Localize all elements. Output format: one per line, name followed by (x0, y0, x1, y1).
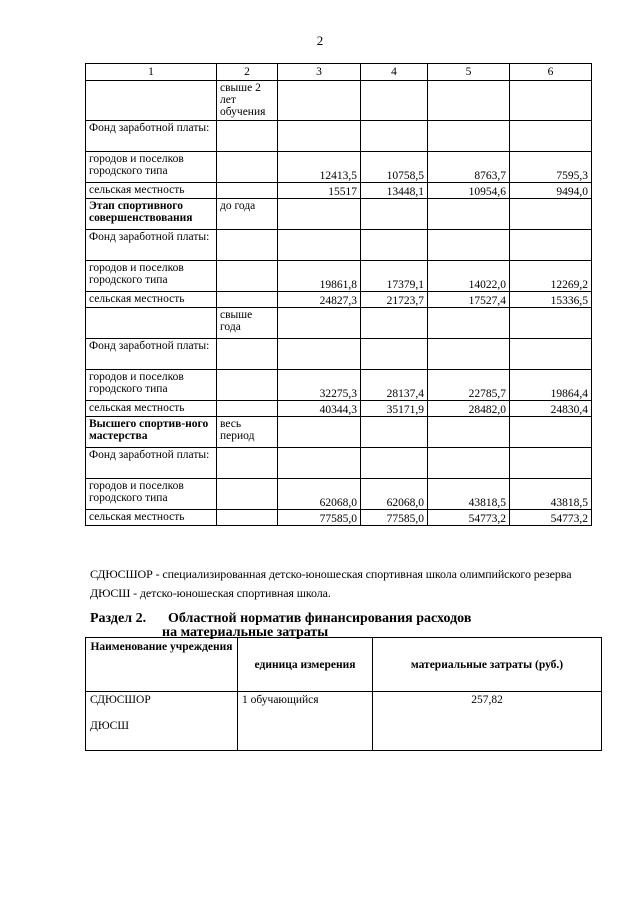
value-cell (428, 81, 510, 121)
value-cell (510, 448, 592, 479)
value-cell (361, 339, 428, 370)
value-cell (361, 417, 428, 448)
value-cell (278, 448, 361, 479)
section-2-title (90, 612, 471, 640)
value-cell: 77585,0 (361, 510, 428, 526)
value-cell: 62068,0 (278, 479, 361, 510)
cost-cell: 257,82 (373, 692, 602, 751)
header-institution: Наименование учреждения (86, 638, 238, 692)
row-label (86, 81, 217, 121)
value-cell (428, 417, 510, 448)
institution-dyush: ДЮСШ (90, 720, 129, 732)
row-label: городов и поселков городского типа (86, 152, 217, 183)
funding-table (85, 63, 592, 526)
row-label (86, 308, 217, 339)
table-row (86, 81, 592, 121)
period-cell (217, 339, 278, 370)
section-label: Раздел 2. (90, 611, 147, 626)
column-header: 3 (278, 64, 361, 81)
row-label: Фонд заработной платы: (86, 121, 217, 152)
period-cell: свыше 2 лет обучения (217, 81, 278, 121)
header-cost: материальные затраты (руб.) (373, 638, 602, 692)
table-row (86, 230, 592, 261)
table-row (86, 261, 592, 292)
value-cell: 15336,5 (510, 292, 592, 308)
value-cell: 10758,5 (361, 152, 428, 183)
value-cell: 15517 (278, 183, 361, 199)
value-cell: 28482,0 (428, 401, 510, 417)
table-row (86, 417, 592, 448)
period-cell (217, 230, 278, 261)
row-label: Фонд заработной платы: (86, 448, 217, 479)
row-label: городов и поселков городского типа (86, 370, 217, 401)
period-cell (217, 510, 278, 526)
value-cell (278, 199, 361, 230)
value-cell (428, 199, 510, 230)
table-row (86, 448, 592, 479)
value-cell: 54773,2 (510, 510, 592, 526)
value-cell (278, 121, 361, 152)
table-row (86, 308, 592, 339)
table-row (86, 370, 592, 401)
value-cell (428, 121, 510, 152)
value-cell (278, 81, 361, 121)
material-costs-table (85, 637, 602, 751)
table-row (86, 199, 592, 230)
row-label: Высшего спортив-ного мастерства (86, 417, 217, 448)
value-cell: 12413,5 (278, 152, 361, 183)
period-cell (217, 261, 278, 292)
table-header-row (86, 64, 592, 81)
value-cell (278, 417, 361, 448)
value-cell: 10954,6 (428, 183, 510, 199)
value-cell (278, 230, 361, 261)
value-cell (510, 339, 592, 370)
header-unit: единица измерения (238, 638, 373, 692)
row-label: городов и поселков городского типа (86, 261, 217, 292)
page-number: 2 (316, 33, 324, 48)
table-row (86, 292, 592, 308)
period-cell (217, 370, 278, 401)
column-header: 1 (86, 64, 217, 81)
value-cell: 43818,5 (428, 479, 510, 510)
table-row (86, 479, 592, 510)
value-cell: 43818,5 (510, 479, 592, 510)
value-cell: 17527,4 (428, 292, 510, 308)
table-row (86, 121, 592, 152)
table-row (86, 401, 592, 417)
value-cell (278, 308, 361, 339)
value-cell: 62068,0 (361, 479, 428, 510)
period-cell (217, 401, 278, 417)
institution-sdyushor: СДЮСШОР (90, 694, 151, 706)
table-row (86, 183, 592, 199)
row-label: городов и поселков городского типа (86, 479, 217, 510)
period-cell: свыше года (217, 308, 278, 339)
period-cell (217, 448, 278, 479)
value-cell (510, 230, 592, 261)
period-cell (217, 183, 278, 199)
value-cell: 19861,8 (278, 261, 361, 292)
value-cell: 35171,9 (361, 401, 428, 417)
value-cell: 24830,4 (510, 401, 592, 417)
value-cell: 9494,0 (510, 183, 592, 199)
value-cell (510, 121, 592, 152)
row-label: Фонд заработной платы: (86, 230, 217, 261)
value-cell: 22785,7 (428, 370, 510, 401)
value-cell: 24827,3 (278, 292, 361, 308)
value-cell: 8763,7 (428, 152, 510, 183)
value-cell (510, 81, 592, 121)
value-cell (278, 339, 361, 370)
note-dyush: ДЮСШ - детско-юношеская спортивная школа. (90, 586, 331, 600)
note-sdyushor: СДЮСШОР - специализированная детско-юношеская спортивная школа олимпийского резерва (90, 567, 572, 581)
value-cell (428, 308, 510, 339)
section-title-line2: на материальные затраты (162, 625, 329, 640)
value-cell (428, 230, 510, 261)
value-cell (510, 417, 592, 448)
value-cell (510, 308, 592, 339)
period-cell (217, 479, 278, 510)
table-row (86, 339, 592, 370)
value-cell: 21723,7 (361, 292, 428, 308)
value-cell (428, 339, 510, 370)
value-cell (361, 81, 428, 121)
row-label: сельская местность (86, 510, 217, 526)
value-cell: 12269,2 (510, 261, 592, 292)
table-header-row (86, 638, 602, 692)
value-cell: 14022,0 (428, 261, 510, 292)
column-header: 5 (428, 64, 510, 81)
period-cell: до года (217, 199, 278, 230)
value-cell: 28137,4 (361, 370, 428, 401)
value-cell: 77585,0 (278, 510, 361, 526)
value-cell: 17379,1 (361, 261, 428, 292)
value-cell (361, 121, 428, 152)
table-row (86, 510, 592, 526)
column-header: 4 (361, 64, 428, 81)
table-row (86, 152, 592, 183)
period-cell (217, 292, 278, 308)
value-cell: 7595,3 (510, 152, 592, 183)
value-cell (510, 199, 592, 230)
column-header: 6 (510, 64, 592, 81)
row-label: Фонд заработной платы: (86, 339, 217, 370)
value-cell (428, 448, 510, 479)
value-cell (361, 308, 428, 339)
value-cell (361, 448, 428, 479)
value-cell: 40344,3 (278, 401, 361, 417)
period-cell (217, 121, 278, 152)
period-cell: весь период (217, 417, 278, 448)
period-cell (217, 152, 278, 183)
value-cell: 54773,2 (428, 510, 510, 526)
table-row (86, 692, 602, 751)
institution-cell (86, 692, 238, 751)
value-cell: 19864,4 (510, 370, 592, 401)
column-header: 2 (217, 64, 278, 81)
value-cell: 32275,3 (278, 370, 361, 401)
section-title-line1: Областной норматив финансирования расходов (168, 611, 472, 626)
row-label: сельская местность (86, 292, 217, 308)
unit-cell: 1 обучающийся (238, 692, 373, 751)
value-cell (361, 230, 428, 261)
row-label: сельская местность (86, 401, 217, 417)
value-cell (361, 199, 428, 230)
row-label: сельская местность (86, 183, 217, 199)
row-label: Этап спортивного совершенствования (86, 199, 217, 230)
value-cell: 13448,1 (361, 183, 428, 199)
